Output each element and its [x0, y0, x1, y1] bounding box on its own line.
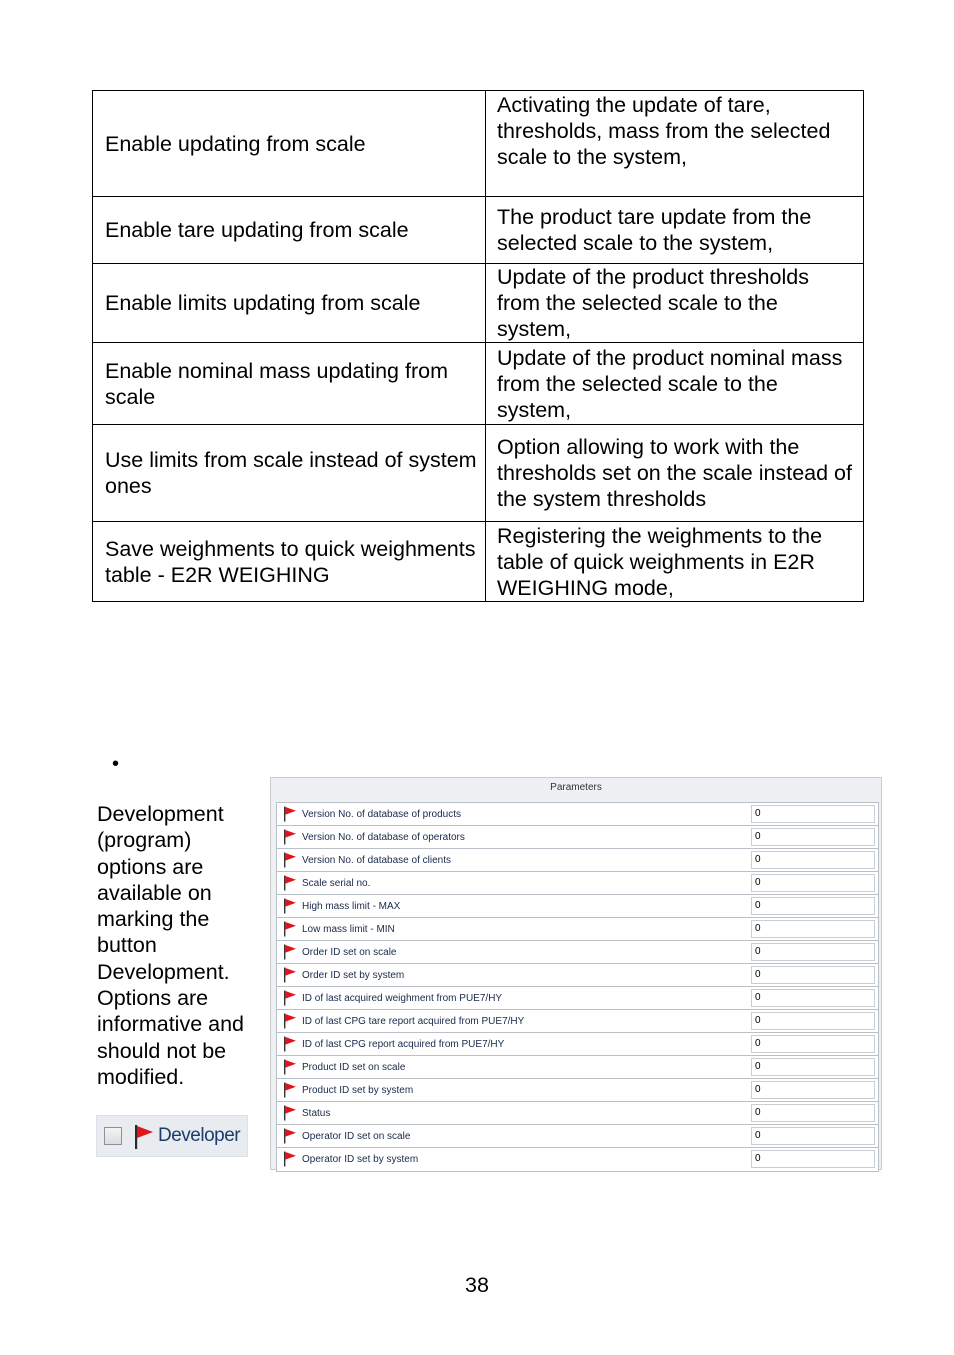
- parameter-row: [277, 1033, 878, 1056]
- parameters-panel: [270, 777, 882, 1170]
- red-flag-icon: [283, 1151, 297, 1172]
- parameter-label: ID of last CPG report acquired from PUE7/HY: [302, 1039, 505, 1050]
- parameter-row: [277, 895, 878, 918]
- parameter-row: [277, 826, 878, 849]
- table-row: [93, 522, 864, 602]
- red-flag-icon: [283, 990, 297, 1011]
- table-row: [93, 425, 864, 522]
- parameter-label: ID of last CPG tare report acquired from PUE7/HY: [302, 1016, 525, 1027]
- red-flag-icon: [283, 944, 297, 965]
- parameter-row: [277, 964, 878, 987]
- red-flag-icon: [283, 1036, 297, 1057]
- parameter-label: Version No. of database of operators: [302, 832, 465, 843]
- red-flag-icon: [283, 875, 297, 896]
- parameter-value-field[interactable]: 0: [751, 989, 875, 1007]
- parameter-value-field[interactable]: 0: [751, 1012, 875, 1030]
- parameter-value-field[interactable]: 0: [751, 943, 875, 961]
- parameter-row: [277, 1079, 878, 1102]
- option-description: Update of the product nominal mass from the selected scale to the system,: [486, 343, 864, 425]
- parameter-label: Status: [302, 1108, 331, 1119]
- parameter-value-field[interactable]: 0: [751, 966, 875, 984]
- parameter-value-field[interactable]: 0: [751, 897, 875, 915]
- parameter-value-field[interactable]: 0: [751, 1127, 875, 1145]
- option-description: Update of the product thresholds from the selected scale to the system,: [486, 264, 864, 343]
- parameter-value-field[interactable]: 0: [751, 1035, 875, 1053]
- table-row: [93, 197, 864, 264]
- red-flag-icon: [283, 1082, 297, 1103]
- parameter-label: Low mass limit - MIN: [302, 924, 395, 935]
- option-description: Option allowing to work with the thresholds set on the scale instead of the system thresholds: [486, 425, 864, 522]
- option-name: Enable nominal mass updating from scale: [93, 343, 486, 425]
- parameter-label: Product ID set by system: [302, 1085, 414, 1096]
- parameter-label: Order ID set by system: [302, 970, 405, 981]
- parameter-value-field[interactable]: 0: [751, 1058, 875, 1076]
- parameter-label: Operator ID set by system: [302, 1154, 419, 1165]
- red-flag-icon: [283, 1105, 297, 1126]
- parameter-row: [277, 941, 878, 964]
- parameter-value-field[interactable]: 0: [751, 874, 875, 892]
- page-number: 38: [465, 1273, 489, 1297]
- option-name: Use limits from scale instead of system ones: [93, 425, 486, 522]
- parameter-value-field[interactable]: 0: [751, 851, 875, 869]
- red-flag-icon: [283, 967, 297, 988]
- parameter-label: ID of last acquired weighment from PUE7/HY: [302, 993, 503, 1004]
- parameter-label: Version No. of database of clients: [302, 855, 451, 866]
- parameter-value-field[interactable]: 0: [751, 920, 875, 938]
- developer-label: Developer: [158, 1125, 241, 1146]
- red-flag-icon: [283, 829, 297, 850]
- parameter-value-field[interactable]: 0: [751, 1150, 875, 1168]
- parameter-row: [277, 987, 878, 1010]
- red-flag-icon: [283, 921, 297, 942]
- bullet: •: [112, 753, 120, 775]
- parameter-label: Operator ID set on scale: [302, 1131, 411, 1142]
- development-description: Development (program) options are available on marking the button Development. Options are informative and should not be modified.: [97, 802, 244, 1089]
- table-row: [93, 343, 864, 425]
- red-flag-icon: [283, 1059, 297, 1080]
- parameter-label: Order ID set on scale: [302, 947, 397, 958]
- parameter-label: Version No. of database of products: [302, 809, 461, 820]
- parameter-value-field[interactable]: 0: [751, 1081, 875, 1099]
- parameter-label: Product ID set on scale: [302, 1062, 406, 1073]
- table-row: [93, 264, 864, 343]
- parameter-value-field[interactable]: 0: [751, 805, 875, 823]
- options-table: [92, 90, 864, 602]
- parameter-row: [277, 918, 878, 941]
- parameter-value-field[interactable]: 0: [751, 828, 875, 846]
- parameter-label: Scale serial no.: [302, 878, 371, 889]
- parameter-row: [277, 1148, 878, 1171]
- option-name: Enable updating from scale: [93, 91, 486, 197]
- developer-button[interactable]: [96, 1115, 248, 1157]
- option-description: Registering the weighments to the table of quick weighments in E2R WEIGHING mode,: [486, 522, 864, 602]
- option-description: The product tare update from the selected scale to the system,: [486, 197, 864, 264]
- table-row: [93, 91, 864, 197]
- parameter-row: [277, 1102, 878, 1125]
- red-flag-icon: [283, 1128, 297, 1149]
- red-flag-icon: [283, 1013, 297, 1034]
- parameter-row: [277, 803, 878, 826]
- red-flag-icon: [283, 852, 297, 873]
- developer-checkbox[interactable]: [104, 1127, 122, 1145]
- red-flag-icon: [283, 806, 297, 827]
- parameters-list: [276, 802, 879, 1172]
- parameter-row: [277, 1125, 878, 1148]
- panel-title: Parameters: [550, 782, 602, 793]
- option-description: Activating the update of tare, thresholds, mass from the selected scale to the system,: [486, 91, 864, 197]
- parameter-label: High mass limit - MAX: [302, 901, 401, 912]
- option-name: Enable limits updating from scale: [93, 264, 486, 343]
- parameter-row: [277, 849, 878, 872]
- option-name: Enable tare updating from scale: [93, 197, 486, 264]
- parameter-value-field[interactable]: 0: [751, 1104, 875, 1122]
- parameter-row: [277, 1010, 878, 1033]
- red-flag-icon: [133, 1124, 155, 1155]
- option-name: Save weighments to quick weighments table - E2R WEIGHING: [93, 522, 486, 602]
- parameter-row: [277, 1056, 878, 1079]
- red-flag-icon: [283, 898, 297, 919]
- parameter-row: [277, 872, 878, 895]
